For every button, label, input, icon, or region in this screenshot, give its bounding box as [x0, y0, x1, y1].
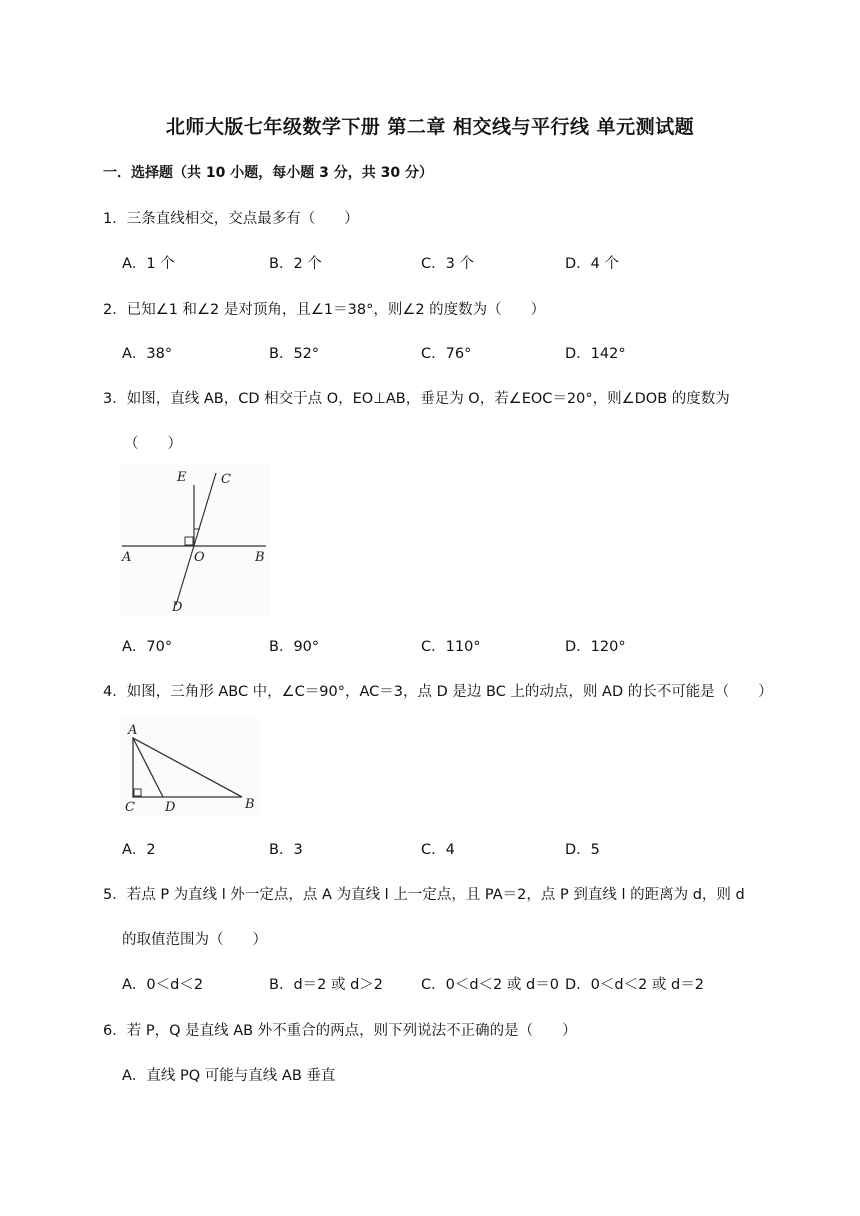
question-6-stem: 6．若 P，Q 是直线 AB 外不重合的两点，则下列说法不正确的是（ ） [103, 1023, 577, 1039]
question-2-option-d: D．142° [565, 346, 626, 362]
page-title: 北师大版七年级数学下册 第二章 相交线与平行线 单元测试题 [165, 116, 695, 138]
question-2-option-b: B．52° [269, 346, 320, 362]
question-3-option-b: B．90° [269, 639, 320, 655]
question-3-stem-cont: （ ） [124, 436, 182, 452]
question-3-option-c: C．110° [421, 639, 481, 655]
question-4-option-d: D．5 [565, 842, 600, 858]
label-d: D [165, 800, 176, 815]
label-c: C [125, 800, 135, 815]
label-b: B [245, 797, 255, 812]
question-4-option-b: B．3 [269, 842, 303, 858]
label-a: A [122, 550, 132, 565]
label-d: D [172, 600, 183, 615]
question-1-stem: 1．三条直线相交，交点最多有（ ） [103, 211, 359, 227]
question-4-stem: 4．如图，三角形 ABC 中，∠C＝90°，AC＝3，点 D 是边 BC 上的动点，则 AD 的长不可能是（ ） [103, 684, 773, 700]
question-2-stem: 2．已知∠1 和∠2 是对顶角，且∠1＝38°，则∠2 的度数为（ ） [103, 302, 546, 318]
question-4-option-a: A．2 [122, 842, 156, 858]
label-o: O [194, 550, 205, 565]
question-5-option-b: B．d＝2 或 d＞2 [269, 977, 384, 993]
question-1-option-b: B．2 个 [269, 256, 322, 272]
question-1-option-c: C．3 个 [421, 256, 474, 272]
figure-intersecting-lines [120, 465, 270, 615]
question-2-option-c: C．76° [421, 346, 472, 362]
question-2-option-a: A．38° [122, 346, 173, 362]
question-5-option-c: C．0＜d＜2 或 d＝0 [421, 977, 559, 993]
section-heading: 一．选择题（共 10 小题，每小题 3 分，共 30 分） [103, 165, 433, 181]
question-5-option-d: D．0＜d＜2 或 d＝2 [565, 977, 704, 993]
question-5-stem: 5．若点 P 为直线 l 外一定点，点 A 为直线 l 上一定点，且 PA＝2，点 P 到直线 l 的距离为 d，则 d [103, 887, 745, 903]
question-5-option-a: A．0＜d＜2 [122, 977, 204, 993]
figure-right-triangle [120, 718, 260, 816]
question-1-option-a: A．1 个 [122, 256, 175, 272]
question-3-option-a: A．70° [122, 639, 173, 655]
question-3-stem: 3．如图，直线 AB，CD 相交于点 O，EO⊥AB，垂足为 O，若∠EOC＝20°，则∠DOB 的度数为 [103, 391, 730, 407]
question-6-option-a: A．直线 PQ 可能与直线 AB 垂直 [122, 1068, 336, 1084]
label-e: E [177, 470, 187, 485]
question-3-option-d: D．120° [565, 639, 626, 655]
question-1-option-d: D．4 个 [565, 256, 619, 272]
question-4-option-c: C．4 [421, 842, 455, 858]
label-c: C [221, 472, 231, 487]
question-5-stem-cont: 的取值范围为（ ） [122, 932, 267, 948]
label-b: B [255, 550, 265, 565]
label-a: A [128, 723, 138, 738]
